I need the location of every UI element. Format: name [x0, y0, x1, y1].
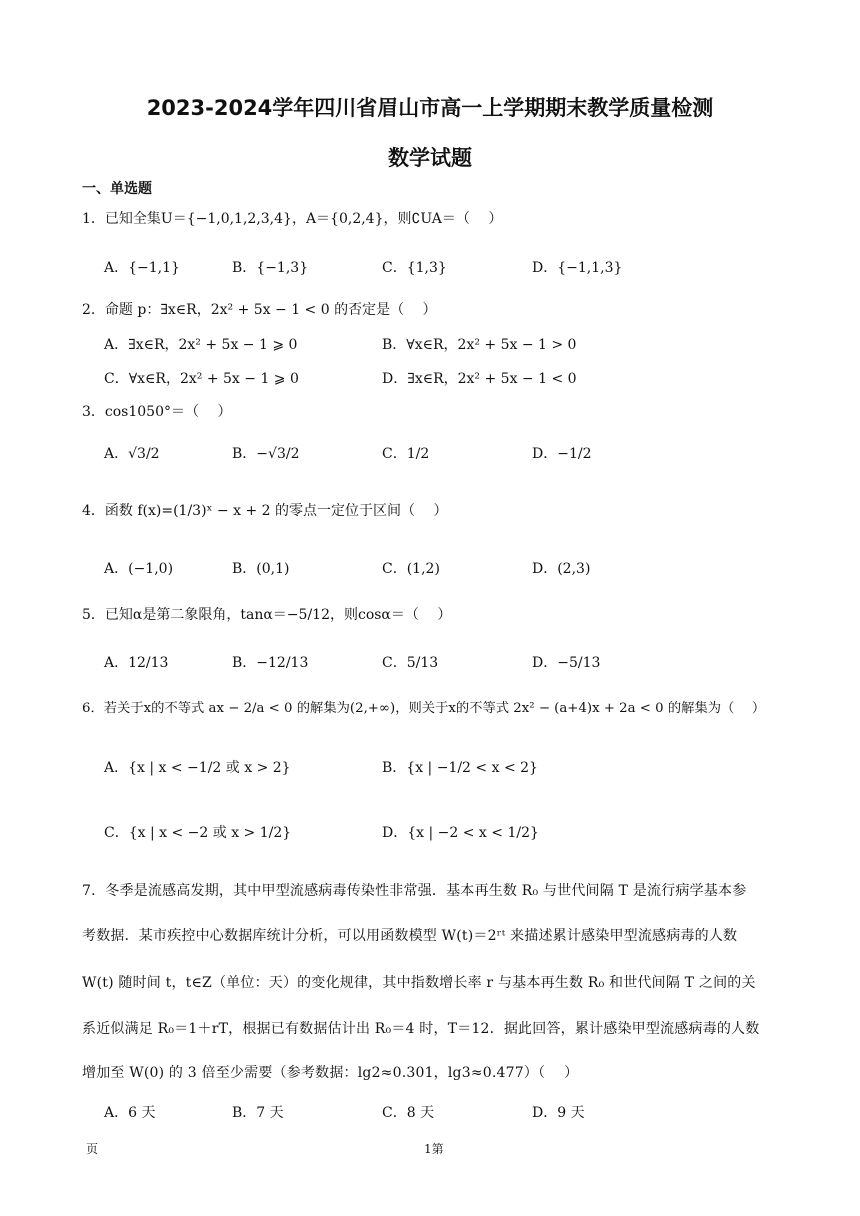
question-2-option-a: A．∃x∈R，2x² + 5x − 1 ⩾ 0: [104, 337, 298, 353]
question-3-option-a: A．√3/2: [104, 446, 160, 462]
question-5-option-b: B．−12/13: [232, 655, 309, 671]
question-7-line-5: 增加至 W(0) 的 3 倍至少需要（参考数据：lg2≈0.301，lg3≈0.477）（ ）: [82, 1065, 579, 1081]
question-3-option-c: C．1/2: [382, 446, 430, 462]
footer-page-number: 1第: [424, 1142, 444, 1156]
question-4-option-d: D．(2,3): [532, 561, 591, 577]
question-5-stem: 5．已知α是第二象限角，tanα＝−5/12，则cosα＝（ ）: [82, 607, 452, 623]
footer-left: 页: [86, 1142, 99, 1156]
question-4-option-b: B．(0,1): [232, 561, 290, 577]
question-7-line-2: 考数据．某市疾控中心数据库统计分析，可以用函数模型 W(t)＝2ʳᵗ 来描述累计感染甲型流感病毒的人数: [82, 928, 738, 944]
question-6-option-a: A．{x | x < −1/2 或 x > 2}: [104, 760, 291, 776]
question-3-option-b: B．−√3/2: [232, 446, 300, 462]
question-1-stem: 1．已知全集U＝{−1,0,1,2,3,4}，A＝{0,2,4}，则∁UA＝（ ）: [82, 211, 503, 227]
question-4-option-c: C．(1,2): [382, 561, 440, 577]
question-6-option-c: C．{x | x < −2 或 x > 1/2}: [104, 825, 292, 841]
question-6-option-b: B．{x | −1/2 < x < 2}: [382, 760, 538, 776]
question-7-line-4: 系近似满足 R₀＝1＋rT，根据已有数据估计出 R₀＝4 时，T＝12．据此回答，累计感染甲型流感病毒的人数: [82, 1021, 760, 1037]
question-7-option-c: C．8 天: [382, 1105, 435, 1121]
question-2-option-d: D．∃x∈R，2x² + 5x − 1 < 0: [382, 371, 577, 387]
question-5-option-c: C．5/13: [382, 655, 439, 671]
question-3-stem: 3．cos1050°＝（ ）: [82, 404, 232, 420]
question-5-option-a: A．12/13: [104, 655, 169, 671]
question-6-option-d: D．{x | −2 < x < 1/2}: [382, 825, 539, 841]
section-heading: 一、单选题: [82, 181, 152, 197]
question-7-line-1: 7．冬季是流感高发期，其中甲型流感病毒传染性非常强．基本再生数 R₀ 与世代间隔 T 是流行病学基本参: [82, 883, 747, 899]
question-2-option-c: C．∀x∈R，2x² + 5x − 1 ⩾ 0: [104, 371, 299, 387]
page-subtitle: 数学试题: [388, 146, 472, 170]
question-4-option-a: A．(−1,0): [104, 561, 174, 577]
question-1-option-b: B．{−1,3}: [232, 260, 309, 276]
question-1-option-a: A．{−1,1}: [104, 260, 180, 276]
question-1-option-c: C．{1,3}: [382, 260, 447, 276]
question-2-stem: 2．命题 p：∃x∈R，2x² + 5x − 1 < 0 的否定是（ ）: [82, 302, 437, 318]
question-3-option-d: D．−1/2: [532, 446, 592, 462]
question-2-option-b: B．∀x∈R，2x² + 5x − 1 > 0: [382, 337, 577, 353]
question-6-stem: 6．若关于x的不等式 ax − 2/a < 0 的解集为(2,+∞)，则关于x的不等式 2x² − (a+4)x + 2a < 0 的解集为（ ）: [82, 701, 766, 716]
question-7-option-d: D．9 天: [532, 1105, 585, 1121]
question-1-option-d: D．{−1,1,3}: [532, 260, 623, 276]
question-7-option-b: B．7 天: [232, 1105, 284, 1121]
question-4-stem: 4．函数 f(x)=(1/3)ˣ − x + 2 的零点一定位于区间（ ）: [82, 503, 448, 519]
question-7-line-3: W(t) 随时间 t，t∈Z（单位：天）的变化规律，其中指数增长率 r 与基本再生数 R₀ 和世代间隔 T 之间的关: [82, 975, 756, 991]
question-5-option-d: D．−5/13: [532, 655, 601, 671]
question-7-option-a: A．6 天: [104, 1105, 156, 1121]
page-title: 2023-2024学年四川省眉山市高一上学期期末教学质量检测: [146, 96, 714, 120]
